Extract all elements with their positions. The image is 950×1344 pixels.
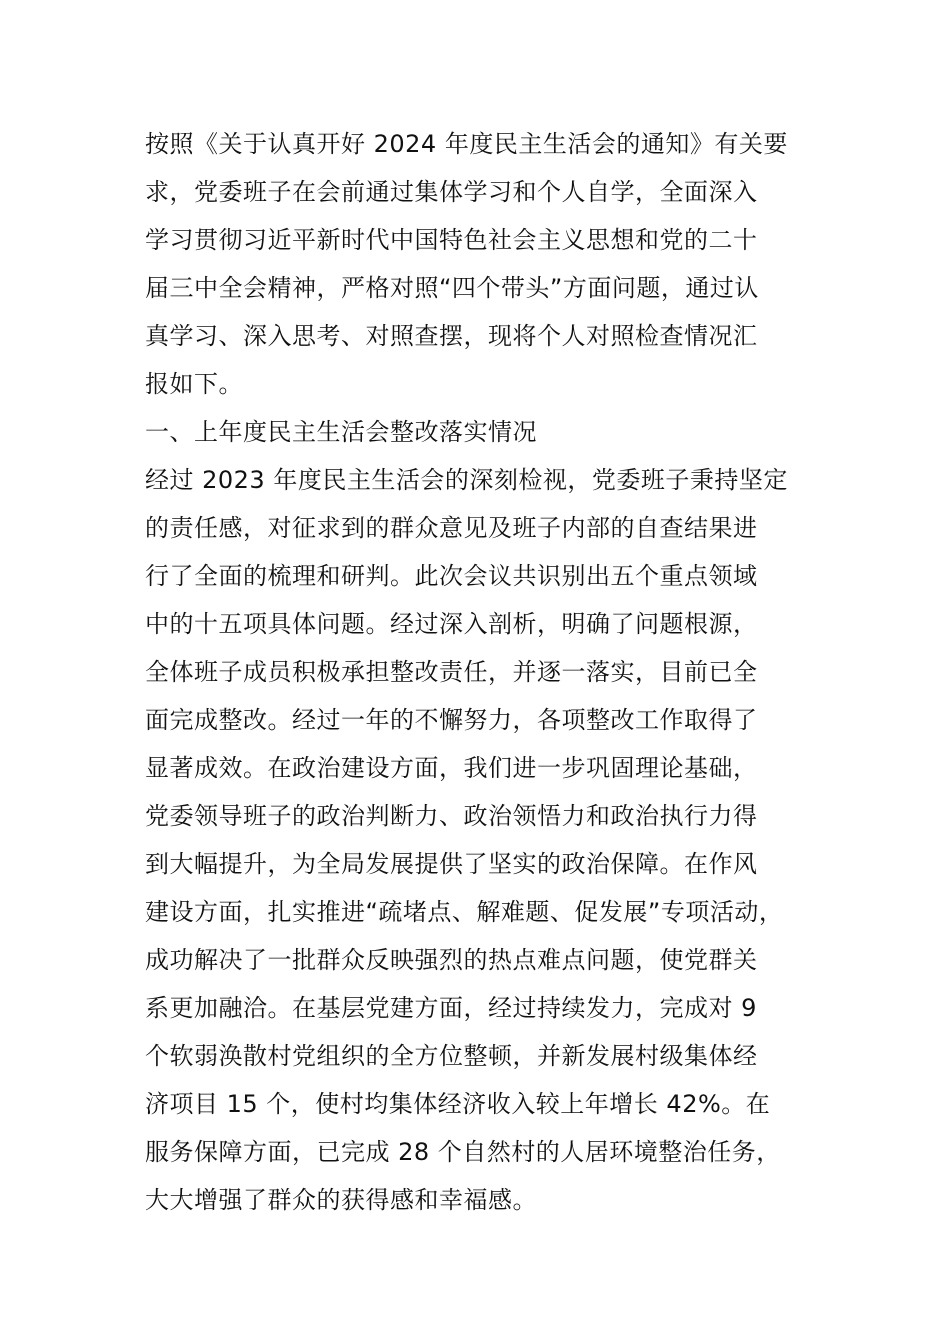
- paragraph-2-line-8: 党委领导班子的政治判断力、政治领悟力和政治执行力得: [145, 802, 758, 830]
- paragraph-2-line-14: 济项目 15 个，使村均集体经济收入较上年增长 42%。在: [145, 1090, 771, 1118]
- paragraph-2-line-2: 的责任感，对征求到的群众意见及班子内部的自查结果进: [145, 514, 758, 542]
- paragraph-1-line-2: 求，党委班子在会前通过集体学习和个人自学，全面深入: [145, 178, 758, 206]
- paragraph-2-line-12: 系更加融洽。在基层党建方面，经过持续发力，完成对 9: [145, 994, 757, 1022]
- paragraph-2-line-16: 大大增强了群众的获得感和幸福感。: [145, 1186, 537, 1214]
- paragraph-1-line-1: 按照《关于认真开好 2024 年度民主生活会的通知》有关要: [145, 130, 788, 158]
- paragraph-2-line-9: 到大幅提升，为全局发展提供了坚实的政治保障。在作风: [145, 850, 758, 878]
- paragraph-2-line-1: 经过 2023 年度民主生活会的深刻检视，党委班子秉持坚定: [145, 466, 788, 494]
- paragraph-2-line-15: 服务保障方面，已完成 28 个自然村的人居环境整治任务，: [145, 1138, 781, 1166]
- paragraph-2-line-4: 中的十五项具体问题。经过深入剖析，明确了问题根源，: [145, 610, 758, 638]
- section-heading-1: 一、上年度民主生活会整改落实情况: [145, 418, 537, 446]
- paragraph-1-line-5: 真学习、深入思考、对照查摆，现将个人对照检查情况汇: [145, 322, 758, 350]
- paragraph-2-line-5: 全体班子成员积极承担整改责任，并逐一落实，目前已全: [145, 658, 758, 686]
- paragraph-1-line-3: 学习贯彻习近平新时代中国特色社会主义思想和党的二十: [145, 226, 758, 254]
- paragraph-2-line-11: 成功解决了一批群众反映强烈的热点难点问题，使党群关: [145, 946, 758, 974]
- paragraph-2-line-6: 面完成整改。经过一年的不懈努力，各项整改工作取得了: [145, 706, 758, 734]
- paragraph-2-line-7: 显著成效。在政治建设方面，我们进一步巩固理论基础，: [145, 754, 758, 782]
- paragraph-2-line-10: 建设方面，扎实推进“疏堵点、解难题、促发展”专项活动，: [145, 898, 784, 926]
- paragraph-1-line-4: 届三中全会精神，严格对照“四个带头”方面问题，通过认: [145, 274, 759, 302]
- paragraph-2-line-13: 个软弱涣散村党组织的全方位整顿，并新发展村级集体经: [145, 1042, 758, 1070]
- paragraph-1-line-6: 报如下。: [145, 370, 243, 398]
- paragraph-2-line-3: 行了全面的梳理和研判。此次会议共识别出五个重点领域: [145, 562, 758, 590]
